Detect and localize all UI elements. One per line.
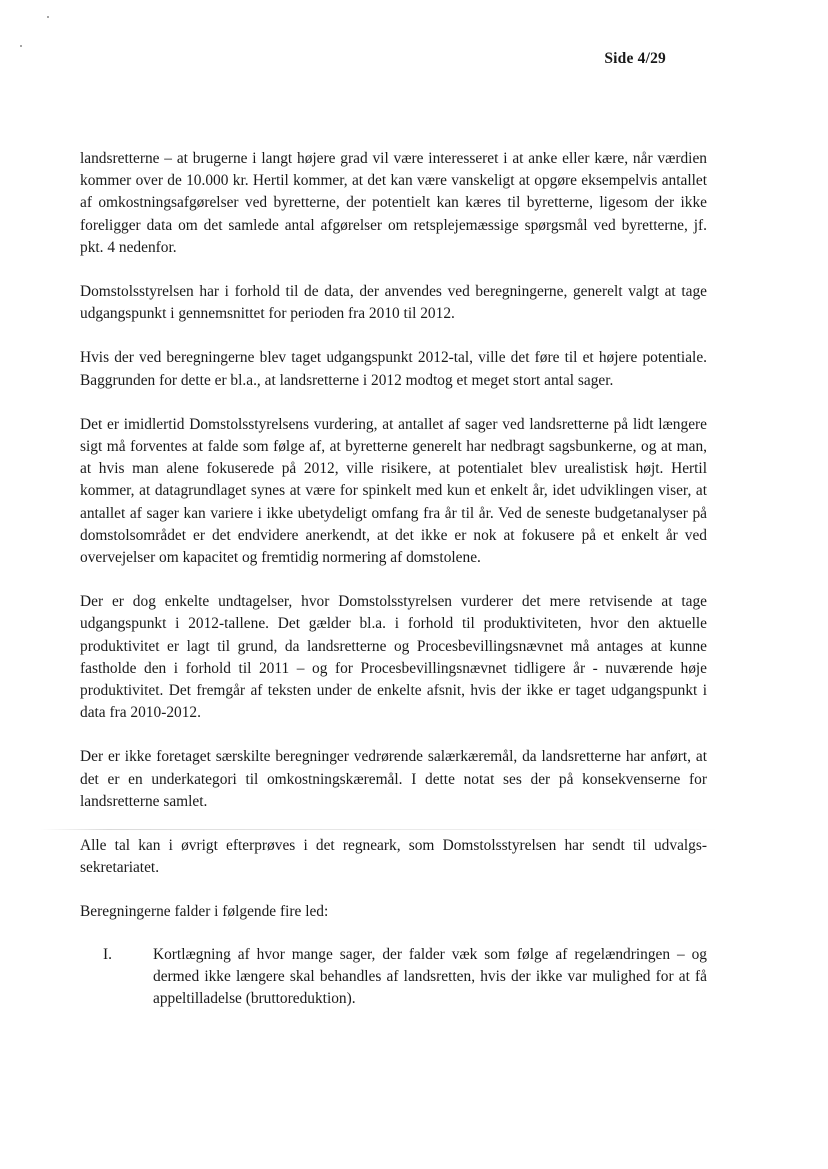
list-item-text: Kortlægning af hvor mange sager, der falder væk som følge af regelændringen – og dermed ikke længere skal behandles af landsretten, hvis der ikke var mulighed for at få appeltilladelse (bruttoreduktion). [153, 945, 707, 1008]
paragraph-8: Beregningerne falder i følgende fire led: [80, 903, 329, 921]
list-item [80, 944, 707, 1011]
scan-speck [20, 45, 22, 47]
paragraph-6: Der er ikke foretaget særskilte beregninger vedrørende salærkæremål, da landsretterne har anført, at det er en underkategori til omkostningskæremål. I dette notat ses der på konsekvenserne for landsretterne samlet. [80, 748, 707, 810]
page-number: Side 4/29 [604, 50, 666, 67]
scan-speck [47, 16, 49, 18]
paragraph-3: Hvis der ved beregningerne blev taget udgangspunkt 2012-tal, ville det føre til et højere potentiale. Baggrunden for dette er bl.a., at landsretterne i 2012 modtog et meget stort antal sager. [80, 349, 707, 389]
list-marker: I. [103, 945, 112, 963]
document-body [80, 148, 707, 1010]
paragraph-2: Domstolsstyrelsen har i forhold til de data, der anvendes ved beregningerne, generelt valgt at tage udgangspunkt i gennemsnittet for perioden fra 2010 til 2012. [80, 283, 707, 323]
paragraph-5: Der er dog enkelte undtagelser, hvor Domstolsstyrelsen vurderer det mere retvisende at tage udgangspunkt i 2012-tallene. Det gælder bl.a. i forhold til produktiviteten, hvor den aktuelle produktivitet er lagt til grund, da landsretterne og Procesbevillingsnævnet må antages at kunne fastholde den i forhold til 2011 – og for Procesbevillingsnævnet tidligere år - nuværende høje produktivitet. Det fremgår af teksten under de enkelte afsnit, hvis der ikke er taget udgangspunkt i data fra 2010-2012. [80, 593, 707, 722]
paragraph-4: Det er imidlertid Domstolsstyrelsens vurdering, at antallet af sager ved landsretterne på lidt længere sigt må forventes at falde som følge af, at byretterne generelt har nedbragt sagsbunkerne, og at man, at hvis man alene fokuserede på 2012, ville risikere, at potentialet blev urealistisk højt. Hertil kommer, at datagrundlaget synes at være for spinkelt med kun et enkelt år, idet udviklingen viser, at antallet af sager kan variere i ikke ubetydeligt omfang fra år til år. Ved de seneste budgetanalyser på domstolsområdet er det endvidere anerkendt, at det ikke er nok at fokusere på et enkelt år ved overvejelser om kapacitet og fremtidig normering af domstolene. [80, 415, 707, 567]
paragraph-1: landsretterne – at brugerne i langt højere grad vil være interesseret i at anke eller kære, når værdien kommer over de 10.000 kr. Hertil kommer, at det kan være vanskeligt at opgøre eksempelvis antallet af omkostningsafgørelser ved byretterne, der potentielt kan kæres til byretterne, ligesom der ikke foreligger data om det samlede antal afgørelser om retsplejemæssige spørgsmål ved byretterne, jf. pkt. 4 nedenfor. [80, 150, 707, 256]
paragraph-7: Alle tal kan i øvrigt efterprøves i det regneark, som Domstolsstyrelsen har sendt til udvalgssekretariatet. [80, 837, 707, 877]
